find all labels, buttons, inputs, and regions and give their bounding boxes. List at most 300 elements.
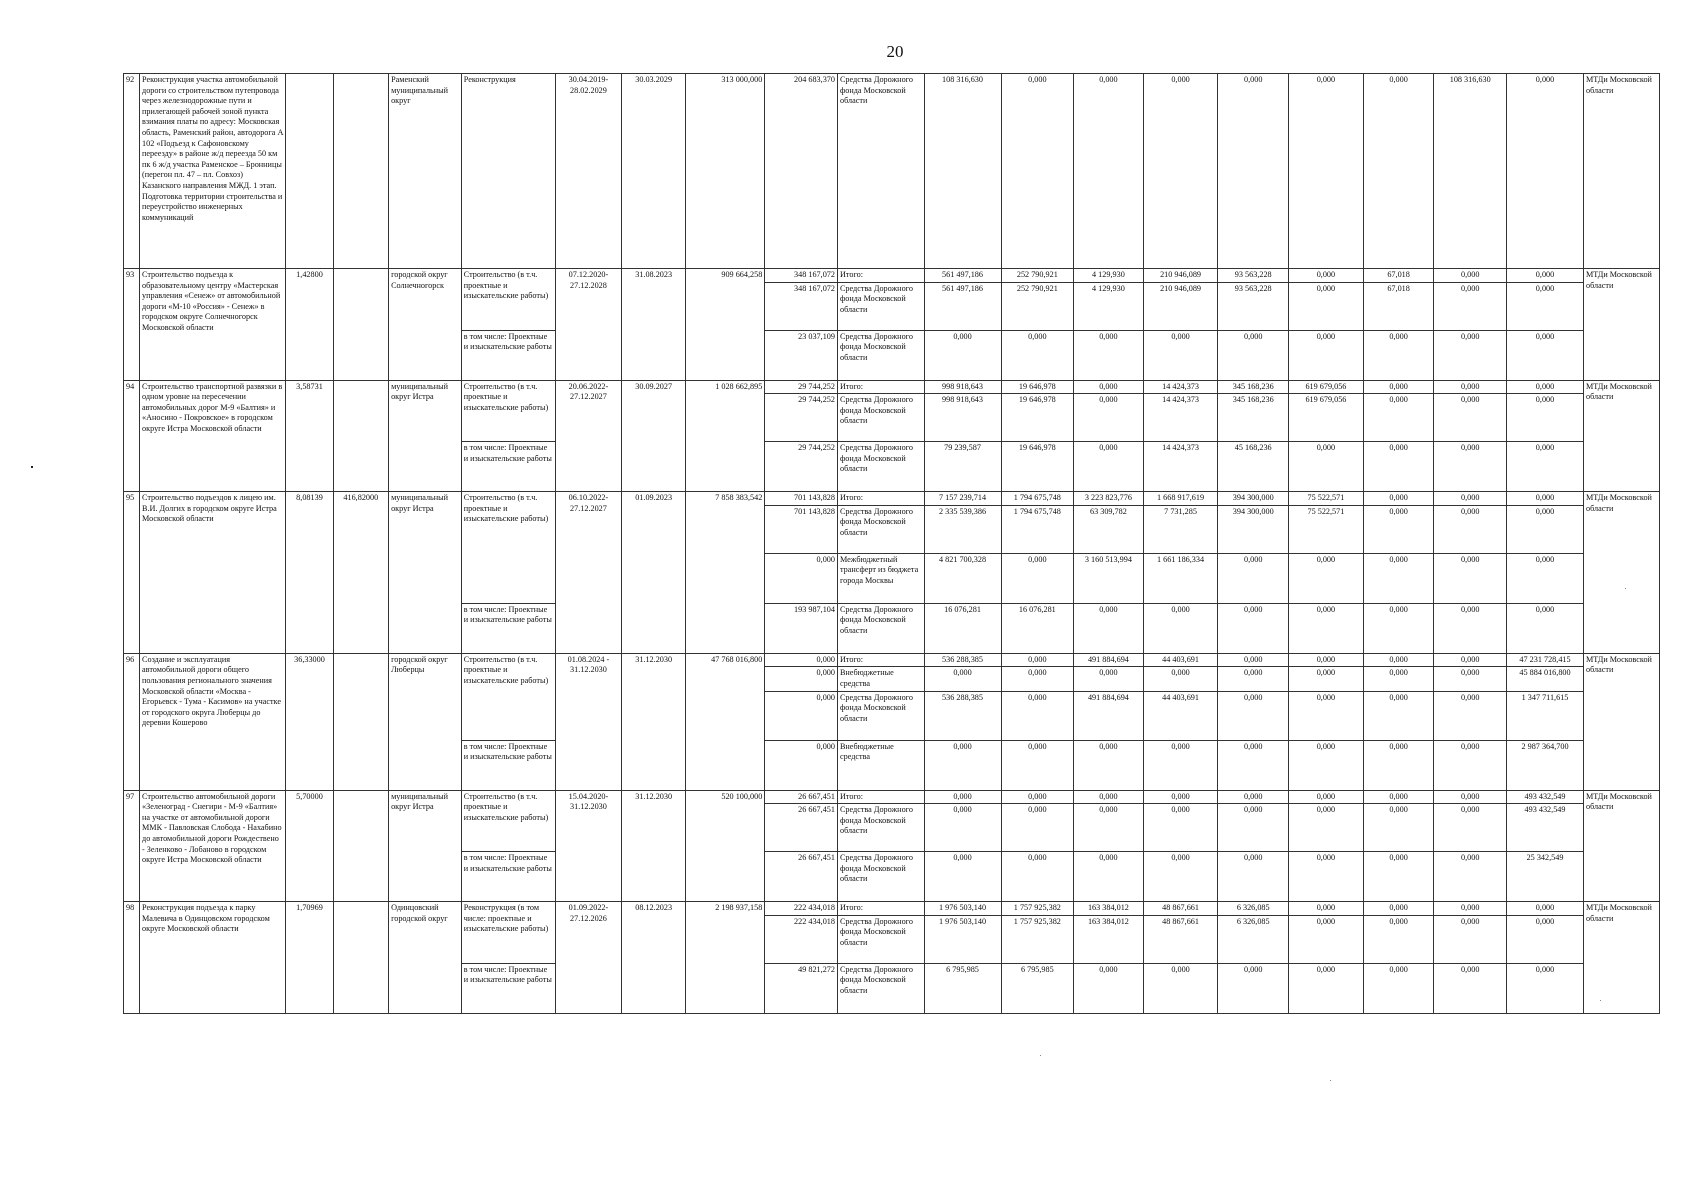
year-value: 619 679,056 bbox=[1289, 394, 1364, 442]
year-value: 19 646,978 bbox=[1001, 380, 1074, 394]
commissioning-date: 30.03.2029 bbox=[622, 74, 686, 269]
funded-before: 29 744,252 bbox=[765, 394, 838, 442]
object-length: 1,70969 bbox=[286, 902, 333, 1014]
funded-before: 49 821,272 bbox=[765, 963, 838, 1013]
year-value: 1 757 925,382 bbox=[1001, 902, 1074, 916]
year-value: 0,000 bbox=[1363, 667, 1434, 691]
year-value: 0,000 bbox=[924, 852, 1001, 902]
funded-before: 222 434,018 bbox=[765, 915, 838, 963]
scan-speck bbox=[1625, 588, 1626, 589]
year-value: 6 326,085 bbox=[1218, 902, 1289, 916]
table-row bbox=[124, 653, 1660, 667]
year-value: 44 403,691 bbox=[1143, 653, 1218, 667]
funding-source: Средства Дорожного фонда Московской области bbox=[837, 394, 924, 442]
table-body bbox=[124, 74, 1660, 1014]
year-value: 0,000 bbox=[1289, 269, 1364, 283]
commissioning-date: 01.09.2023 bbox=[622, 492, 686, 654]
year-value: 0,000 bbox=[1289, 790, 1364, 804]
year-value: 0,000 bbox=[1507, 282, 1584, 330]
year-value: 0,000 bbox=[1289, 667, 1364, 691]
year-value: 108 316,630 bbox=[924, 74, 1001, 269]
work-period: 15.04.2020-31.12.2030 bbox=[555, 790, 621, 902]
year-value: 0,000 bbox=[1363, 442, 1434, 492]
year-value: 0,000 bbox=[1289, 74, 1364, 269]
responsible-executor: МТДи Московской области bbox=[1583, 269, 1659, 381]
year-value: 0,000 bbox=[1289, 442, 1364, 492]
year-value: 0,000 bbox=[924, 330, 1001, 380]
year-value: 63 309,782 bbox=[1074, 505, 1143, 553]
funding-source: Итого: bbox=[837, 269, 924, 283]
year-value: 0,000 bbox=[1143, 790, 1218, 804]
work-period: 01.09.2022-27.12.2026 bbox=[555, 902, 621, 1014]
year-value: 0,000 bbox=[1507, 492, 1584, 506]
year-value: 3 160 513,994 bbox=[1074, 553, 1143, 603]
year-value: 48 867,661 bbox=[1143, 915, 1218, 963]
year-value: 0,000 bbox=[1434, 691, 1507, 740]
year-value: 0,000 bbox=[1143, 603, 1218, 653]
year-value: 0,000 bbox=[1363, 740, 1434, 790]
year-value: 0,000 bbox=[1001, 653, 1074, 667]
funding-source: Средства Дорожного фонда Московской области bbox=[837, 852, 924, 902]
table-row bbox=[124, 74, 1660, 269]
year-value: 0,000 bbox=[1434, 915, 1507, 963]
funding-source: Итого: bbox=[837, 902, 924, 916]
year-value: 210 946,089 bbox=[1143, 269, 1218, 283]
year-value: 0,000 bbox=[1363, 553, 1434, 603]
funding-source: Средства Дорожного фонда Московской области bbox=[837, 691, 924, 740]
year-value: 0,000 bbox=[1218, 603, 1289, 653]
year-value: 0,000 bbox=[1001, 667, 1074, 691]
object-length: 36,33000 bbox=[286, 653, 333, 790]
year-value: 0,000 bbox=[1363, 790, 1434, 804]
funded-before: 0,000 bbox=[765, 740, 838, 790]
year-value: 0,000 bbox=[1434, 740, 1507, 790]
object-capacity bbox=[333, 269, 389, 381]
year-value: 0,000 bbox=[1143, 852, 1218, 902]
year-value: 93 563,228 bbox=[1218, 269, 1289, 283]
row-number: 96 bbox=[124, 653, 140, 790]
year-value: 1 794 675,748 bbox=[1001, 505, 1074, 553]
year-value: 0,000 bbox=[1001, 740, 1074, 790]
row-number: 95 bbox=[124, 492, 140, 654]
object-length: 3,58731 bbox=[286, 380, 333, 492]
year-value: 536 288,385 bbox=[924, 653, 1001, 667]
commissioning-date: 08.12.2023 bbox=[622, 902, 686, 1014]
year-value: 619 679,056 bbox=[1289, 380, 1364, 394]
municipality: муниципальный округ Истра bbox=[389, 380, 462, 492]
year-value: 163 384,012 bbox=[1074, 902, 1143, 916]
object-name: Реконструкция подъезда к парку Малевича в Одинцовском городском округе Московской области bbox=[140, 902, 286, 1014]
funding-source: Средства Дорожного фонда Московской области bbox=[837, 442, 924, 492]
year-value: 19 646,978 bbox=[1001, 442, 1074, 492]
year-value: 16 076,281 bbox=[924, 603, 1001, 653]
year-value: 0,000 bbox=[1434, 653, 1507, 667]
year-value: 45 168,236 bbox=[1218, 442, 1289, 492]
commissioning-date: 30.09.2027 bbox=[622, 380, 686, 492]
funding-source: Итого: bbox=[837, 790, 924, 804]
year-value: 4 129,930 bbox=[1074, 282, 1143, 330]
year-value: 1 668 917,619 bbox=[1143, 492, 1218, 506]
year-value: 0,000 bbox=[924, 667, 1001, 691]
year-value: 0,000 bbox=[1218, 790, 1289, 804]
year-value: 6 795,985 bbox=[1001, 963, 1074, 1013]
year-value: 45 884 016,800 bbox=[1507, 667, 1584, 691]
year-value: 394 300,000 bbox=[1218, 492, 1289, 506]
year-value: 7 731,285 bbox=[1143, 505, 1218, 553]
funded-before: 0,000 bbox=[765, 653, 838, 667]
funding-source: Итого: bbox=[837, 380, 924, 394]
work-type: Строительство (в т.ч. проектные и изыскательские работы) bbox=[461, 790, 555, 852]
work-period: 07.12.2020-27.12.2028 bbox=[555, 269, 621, 381]
work-subtype: в том числе: Проектные и изыскательские работы bbox=[461, 740, 555, 790]
year-value: 1 794 675,748 bbox=[1001, 492, 1074, 506]
year-value: 0,000 bbox=[1289, 553, 1364, 603]
year-value: 0,000 bbox=[1363, 804, 1434, 852]
year-value: 0,000 bbox=[1434, 667, 1507, 691]
year-value: 0,000 bbox=[1507, 902, 1584, 916]
year-value: 0,000 bbox=[1363, 330, 1434, 380]
year-value: 67,018 bbox=[1363, 269, 1434, 283]
funded-before: 204 683,370 bbox=[765, 74, 838, 269]
total-cost: 520 100,000 bbox=[686, 790, 765, 902]
year-value: 561 497,186 bbox=[924, 282, 1001, 330]
row-number: 97 bbox=[124, 790, 140, 902]
object-capacity bbox=[333, 653, 389, 790]
row-number: 94 bbox=[124, 380, 140, 492]
year-value: 0,000 bbox=[1143, 963, 1218, 1013]
scan-mark bbox=[31, 466, 33, 468]
year-value: 491 884,694 bbox=[1074, 691, 1143, 740]
year-value: 0,000 bbox=[1074, 603, 1143, 653]
row-number: 98 bbox=[124, 902, 140, 1014]
responsible-executor: МТДи Московской области bbox=[1583, 492, 1659, 654]
commissioning-date: 31.12.2030 bbox=[622, 790, 686, 902]
year-value: 0,000 bbox=[1507, 915, 1584, 963]
year-value: 25 342,549 bbox=[1507, 852, 1584, 902]
year-value: 0,000 bbox=[1507, 603, 1584, 653]
work-period: 20.06.2022-27.12.2027 bbox=[555, 380, 621, 492]
year-value: 75 522,571 bbox=[1289, 492, 1364, 506]
year-value: 14 424,373 bbox=[1143, 442, 1218, 492]
object-capacity bbox=[333, 380, 389, 492]
work-type: Строительство (в т.ч. проектные и изыскательские работы) bbox=[461, 653, 555, 740]
municipality: муниципальный округ Истра bbox=[389, 790, 462, 902]
year-value: 0,000 bbox=[1143, 667, 1218, 691]
year-value: 0,000 bbox=[1074, 380, 1143, 394]
year-value: 0,000 bbox=[1507, 269, 1584, 283]
funding-source: Средства Дорожного фонда Московской области bbox=[837, 74, 924, 269]
work-type: Реконструкция bbox=[461, 74, 555, 269]
year-value: 0,000 bbox=[1143, 740, 1218, 790]
year-value: 0,000 bbox=[1074, 442, 1143, 492]
year-value: 0,000 bbox=[1434, 394, 1507, 442]
funded-before: 0,000 bbox=[765, 667, 838, 691]
municipality: Раменский муниципальный округ bbox=[389, 74, 462, 269]
year-value: 2 987 364,700 bbox=[1507, 740, 1584, 790]
year-value: 998 918,643 bbox=[924, 380, 1001, 394]
year-value: 0,000 bbox=[1363, 492, 1434, 506]
year-value: 0,000 bbox=[1363, 691, 1434, 740]
funded-before: 348 167,072 bbox=[765, 282, 838, 330]
year-value: 210 946,089 bbox=[1143, 282, 1218, 330]
object-length bbox=[286, 74, 333, 269]
year-value: 0,000 bbox=[1434, 492, 1507, 506]
object-length: 1,42800 bbox=[286, 269, 333, 381]
year-value: 0,000 bbox=[1289, 653, 1364, 667]
year-value: 14 424,373 bbox=[1143, 394, 1218, 442]
year-value: 345 168,236 bbox=[1218, 394, 1289, 442]
work-period: 01.08.2024 - 31.12.2030 bbox=[555, 653, 621, 790]
year-value: 0,000 bbox=[1434, 505, 1507, 553]
work-subtype: в том числе: Проектные и изыскательские работы bbox=[461, 442, 555, 492]
year-value: 0,000 bbox=[1507, 330, 1584, 380]
year-value: 93 563,228 bbox=[1218, 282, 1289, 330]
year-value: 0,000 bbox=[1001, 804, 1074, 852]
funded-before: 26 667,451 bbox=[765, 790, 838, 804]
responsible-executor: МТДи Московской области bbox=[1583, 74, 1659, 269]
year-value: 493 432,549 bbox=[1507, 804, 1584, 852]
year-value: 0,000 bbox=[1218, 330, 1289, 380]
year-value: 163 384,012 bbox=[1074, 915, 1143, 963]
year-value: 0,000 bbox=[1434, 380, 1507, 394]
work-period: 06.10.2022-27.12.2027 bbox=[555, 492, 621, 654]
year-value: 75 522,571 bbox=[1289, 505, 1364, 553]
year-value: 48 867,661 bbox=[1143, 902, 1218, 916]
year-value: 345 168,236 bbox=[1218, 380, 1289, 394]
year-value: 0,000 bbox=[1289, 915, 1364, 963]
year-value: 0,000 bbox=[1074, 667, 1143, 691]
object-name: Строительство подъезда к образовательному центру «Мастерская управления «Сенеж» от автомобильной дороги «М-10 «Россия» - Сенеж» в городском округе Солнечногорск Московской области bbox=[140, 269, 286, 381]
year-value: 0,000 bbox=[1434, 553, 1507, 603]
year-value: 0,000 bbox=[1363, 902, 1434, 916]
object-name: Строительство подъездов к лицею им. В.И. Долгих в городском округе Истра Московской области bbox=[140, 492, 286, 654]
year-value: 0,000 bbox=[1143, 804, 1218, 852]
work-period: 30.04.2019-28.02.2029 bbox=[555, 74, 621, 269]
total-cost: 909 664,258 bbox=[686, 269, 765, 381]
year-value: 1 976 503,140 bbox=[924, 915, 1001, 963]
funding-source: Средства Дорожного фонда Московской области bbox=[837, 603, 924, 653]
total-cost: 2 198 937,158 bbox=[686, 902, 765, 1014]
funding-source: Итого: bbox=[837, 492, 924, 506]
year-value: 3 223 823,776 bbox=[1074, 492, 1143, 506]
funding-source: Средства Дорожного фонда Московской области bbox=[837, 282, 924, 330]
object-capacity bbox=[333, 790, 389, 902]
year-value: 0,000 bbox=[1143, 74, 1218, 269]
year-value: 0,000 bbox=[1507, 74, 1584, 269]
year-value: 0,000 bbox=[1074, 74, 1143, 269]
work-subtype: в том числе: Проектные и изыскательские работы bbox=[461, 852, 555, 902]
year-value: 394 300,000 bbox=[1218, 505, 1289, 553]
year-value: 0,000 bbox=[1218, 653, 1289, 667]
year-value: 0,000 bbox=[1074, 963, 1143, 1013]
year-value: 2 335 539,386 bbox=[924, 505, 1001, 553]
year-value: 0,000 bbox=[1001, 852, 1074, 902]
year-value: 0,000 bbox=[1434, 442, 1507, 492]
work-type: Реконструкция (в том числе: проектные и изыскательские работы) bbox=[461, 902, 555, 964]
object-capacity bbox=[333, 902, 389, 1014]
work-subtype: в том числе: Проектные и изыскательские работы bbox=[461, 963, 555, 1013]
year-value: 6 795,985 bbox=[924, 963, 1001, 1013]
funded-before: 29 744,252 bbox=[765, 442, 838, 492]
work-type: Строительство (в т.ч. проектные и изыскательские работы) bbox=[461, 380, 555, 442]
total-cost: 313 000,000 bbox=[686, 74, 765, 269]
year-value: 0,000 bbox=[1289, 804, 1364, 852]
work-type: Строительство (в т.ч. проектные и изыскательские работы) bbox=[461, 269, 555, 331]
year-value: 0,000 bbox=[1434, 269, 1507, 283]
year-value: 0,000 bbox=[1363, 915, 1434, 963]
funding-source: Итого: bbox=[837, 653, 924, 667]
year-value: 0,000 bbox=[1001, 553, 1074, 603]
responsible-executor: МТДи Московской области bbox=[1583, 653, 1659, 790]
year-value: 0,000 bbox=[1507, 394, 1584, 442]
year-value: 0,000 bbox=[1218, 852, 1289, 902]
funding-source: Средства Дорожного фонда Московской области bbox=[837, 963, 924, 1013]
object-name: Создание и эксплуатация автомобильной дороги общего пользования регионального значения Московской области «Москва - Егорьевск - Тума - Касимов» на участке от городского округа Люберцы до деревни Кошерово bbox=[140, 653, 286, 790]
year-value: 998 918,643 bbox=[924, 394, 1001, 442]
year-value: 0,000 bbox=[1074, 740, 1143, 790]
scan-speck bbox=[1040, 1055, 1041, 1056]
year-value: 4 129,930 bbox=[1074, 269, 1143, 283]
year-value: 0,000 bbox=[1434, 603, 1507, 653]
year-value: 0,000 bbox=[1074, 394, 1143, 442]
year-value: 1 757 925,382 bbox=[1001, 915, 1074, 963]
year-value: 0,000 bbox=[1074, 330, 1143, 380]
year-value: 14 424,373 bbox=[1143, 380, 1218, 394]
year-value: 0,000 bbox=[1507, 553, 1584, 603]
table-row bbox=[124, 790, 1660, 804]
year-value: 0,000 bbox=[1507, 505, 1584, 553]
year-value: 491 884,694 bbox=[1074, 653, 1143, 667]
year-value: 0,000 bbox=[1434, 790, 1507, 804]
year-value: 0,000 bbox=[1507, 442, 1584, 492]
year-value: 6 326,085 bbox=[1218, 915, 1289, 963]
funding-source: Средства Дорожного фонда Московской области bbox=[837, 330, 924, 380]
program-table-sheet bbox=[123, 73, 1660, 1014]
object-name: Реконструкция участка автомобильной дороги со строительством путепровода через железнодорожные пути и прилегающей рабочей зоной пункта взимания платы по адресу: Московская область, Раменский район, автодорога А 102 «Подъезд к Сафоновскому переезду» в районе ж/д переезда 50 км пк 6 ж/д участка Раменское – Бронницы (перегон пл. 47 – пл. Совхоз) Казанского направления МЖД. 1 этап. Подготовка территории строительства и переустройство инженерных коммуникаций bbox=[140, 74, 286, 269]
year-value: 0,000 bbox=[1434, 330, 1507, 380]
year-value: 0,000 bbox=[924, 740, 1001, 790]
funded-before: 701 143,828 bbox=[765, 492, 838, 506]
funded-before: 348 167,072 bbox=[765, 269, 838, 283]
object-name: Строительство транспортной развязки в одном уровне на пересечении автомобильных дорог М-9 «Балтия» и «Аносино - Покровское» в городском округе Истра Московской области bbox=[140, 380, 286, 492]
year-value: 16 076,281 bbox=[1001, 603, 1074, 653]
year-value: 0,000 bbox=[1289, 902, 1364, 916]
year-value: 0,000 bbox=[1289, 852, 1364, 902]
year-value: 493 432,549 bbox=[1507, 790, 1584, 804]
year-value: 1 976 503,140 bbox=[924, 902, 1001, 916]
scan-speck bbox=[1600, 1000, 1601, 1001]
year-value: 1 347 711,615 bbox=[1507, 691, 1584, 740]
year-value: 0,000 bbox=[1218, 74, 1289, 269]
year-value: 0,000 bbox=[1363, 394, 1434, 442]
funded-before: 23 037,109 bbox=[765, 330, 838, 380]
year-value: 0,000 bbox=[1363, 653, 1434, 667]
year-value: 0,000 bbox=[1143, 330, 1218, 380]
year-value: 561 497,186 bbox=[924, 269, 1001, 283]
responsible-executor: МТДи Московской области bbox=[1583, 380, 1659, 492]
year-value: 0,000 bbox=[1001, 330, 1074, 380]
work-subtype: в том числе: Проектные и изыскательские работы bbox=[461, 330, 555, 380]
object-length: 5,70000 bbox=[286, 790, 333, 902]
funding-source: Средства Дорожного фонда Московской области bbox=[837, 505, 924, 553]
funding-source: Внебюджетные средства bbox=[837, 740, 924, 790]
table-row bbox=[124, 492, 1660, 506]
total-cost: 1 028 662,895 bbox=[686, 380, 765, 492]
year-value: 0,000 bbox=[1363, 963, 1434, 1013]
responsible-executor: МТДи Московской области bbox=[1583, 790, 1659, 902]
year-value: 47 231 728,415 bbox=[1507, 653, 1584, 667]
object-name: Строительство автомобильной дороги «Зеленоград - Снегири - М-9 «Балтия» на участке от автомобильной дороги ММК - Павловская Слобода - Нахабино до автомобильной дороги Рождествено - Зеленково - Лобаново в городском округе Истра Московской области bbox=[140, 790, 286, 902]
year-value: 4 821 700,328 bbox=[924, 553, 1001, 603]
year-value: 0,000 bbox=[1074, 804, 1143, 852]
year-value: 0,000 bbox=[1289, 330, 1364, 380]
year-value: 252 790,921 bbox=[1001, 269, 1074, 283]
funded-before: 193 987,104 bbox=[765, 603, 838, 653]
work-subtype: в том числе: Проектные и изыскательские работы bbox=[461, 603, 555, 653]
year-value: 0,000 bbox=[1289, 740, 1364, 790]
year-value: 0,000 bbox=[1289, 282, 1364, 330]
object-capacity bbox=[333, 74, 389, 269]
object-program-table bbox=[123, 73, 1660, 1014]
year-value: 0,000 bbox=[1218, 667, 1289, 691]
year-value: 0,000 bbox=[1001, 74, 1074, 269]
year-value: 536 288,385 bbox=[924, 691, 1001, 740]
object-length: 8,08139 bbox=[286, 492, 333, 654]
year-value: 0,000 bbox=[1434, 804, 1507, 852]
year-value: 0,000 bbox=[924, 804, 1001, 852]
year-value: 79 239,587 bbox=[924, 442, 1001, 492]
commissioning-date: 31.08.2023 bbox=[622, 269, 686, 381]
year-value: 0,000 bbox=[1218, 963, 1289, 1013]
page-number: 20 bbox=[886, 42, 904, 61]
funded-before: 26 667,451 bbox=[765, 852, 838, 902]
table-row bbox=[124, 902, 1660, 916]
year-value: 0,000 bbox=[1434, 852, 1507, 902]
funding-source: Средства Дорожного фонда Московской области bbox=[837, 915, 924, 963]
year-value: 0,000 bbox=[1074, 790, 1143, 804]
year-value: 0,000 bbox=[924, 790, 1001, 804]
work-type: Строительство (в т.ч. проектные и изыскательские работы) bbox=[461, 492, 555, 604]
year-value: 19 646,978 bbox=[1001, 394, 1074, 442]
object-capacity: 416,82000 bbox=[333, 492, 389, 654]
funding-source: Средства Дорожного фонда Московской области bbox=[837, 804, 924, 852]
table-row bbox=[124, 269, 1660, 283]
funding-source: Межбюджетный трансферт из бюджета города Москвы bbox=[837, 553, 924, 603]
year-value: 0,000 bbox=[1289, 603, 1364, 653]
year-value: 0,000 bbox=[1363, 852, 1434, 902]
municipality: городской округ Солнечногорск bbox=[389, 269, 462, 381]
year-value: 0,000 bbox=[1434, 902, 1507, 916]
row-number: 92 bbox=[124, 74, 140, 269]
total-cost: 47 768 016,800 bbox=[686, 653, 765, 790]
year-value: 0,000 bbox=[1434, 282, 1507, 330]
year-value: 0,000 bbox=[1289, 963, 1364, 1013]
year-value: 0,000 bbox=[1289, 691, 1364, 740]
scan-speck bbox=[1330, 1080, 1331, 1081]
year-value: 108 316,630 bbox=[1434, 74, 1507, 269]
year-value: 0,000 bbox=[1001, 691, 1074, 740]
funded-before: 0,000 bbox=[765, 691, 838, 740]
row-number: 93 bbox=[124, 269, 140, 381]
year-value: 0,000 bbox=[1363, 74, 1434, 269]
table-row bbox=[124, 380, 1660, 394]
year-value: 0,000 bbox=[1363, 380, 1434, 394]
year-value: 0,000 bbox=[1507, 380, 1584, 394]
responsible-executor: МТДи Московской области bbox=[1583, 902, 1659, 1014]
year-value: 0,000 bbox=[1434, 963, 1507, 1013]
year-value: 0,000 bbox=[1363, 603, 1434, 653]
year-value: 0,000 bbox=[1218, 740, 1289, 790]
